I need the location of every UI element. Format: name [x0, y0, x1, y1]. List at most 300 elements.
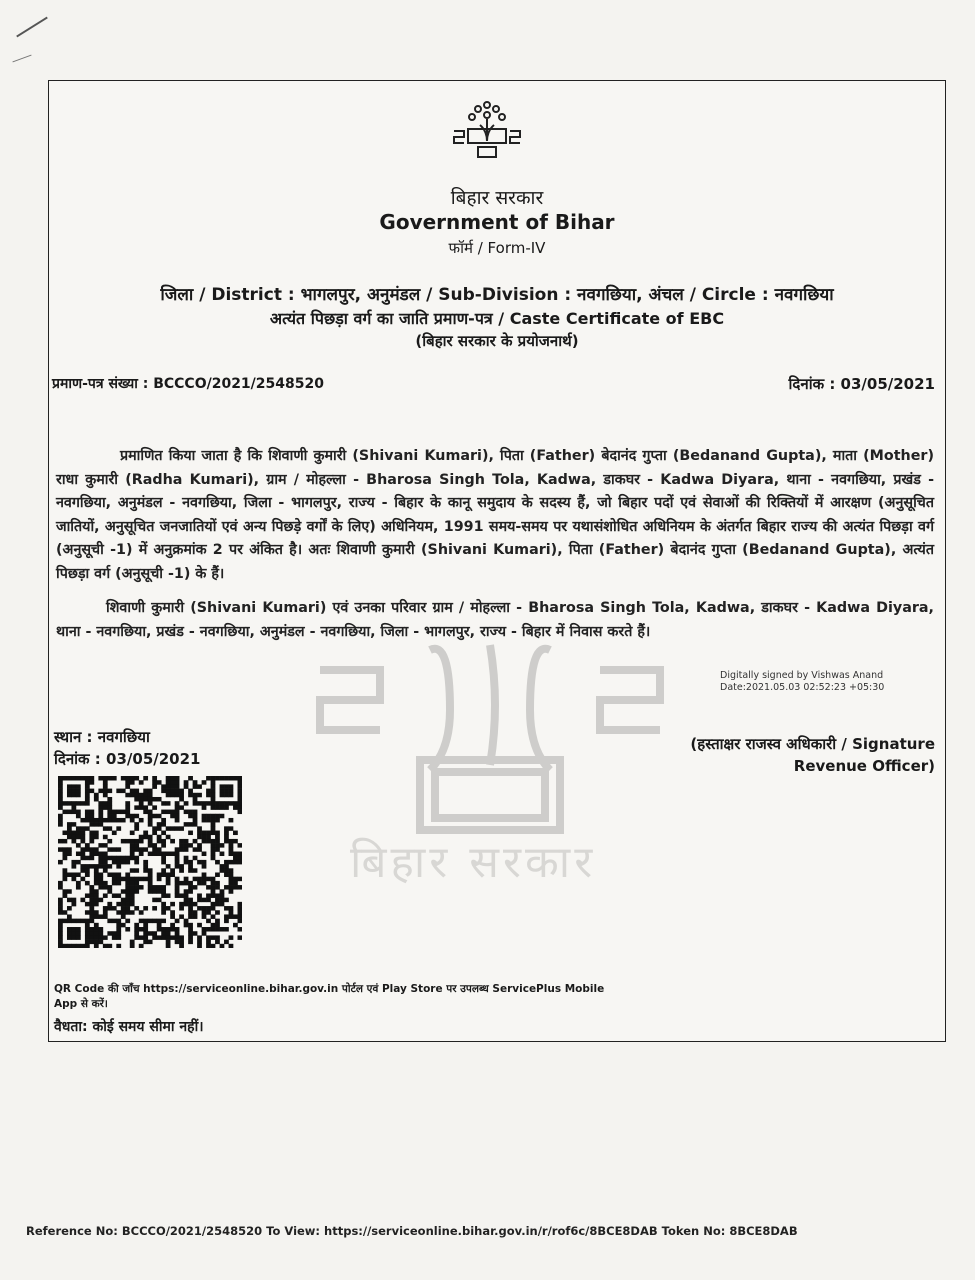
qr-module [89, 906, 94, 911]
qr-module [206, 877, 211, 882]
qr-module [193, 822, 198, 827]
qr-module [58, 814, 63, 819]
qr-module [58, 935, 63, 940]
qr-module [202, 835, 207, 840]
qr-module [161, 927, 166, 932]
qr-module [229, 801, 234, 806]
qr-module [107, 931, 112, 936]
qr-module [184, 860, 189, 865]
qr-module [125, 839, 130, 844]
qr-module [130, 885, 135, 890]
qr-module [193, 810, 198, 815]
qr-module [130, 843, 135, 848]
qr-module [71, 944, 76, 948]
qr-module [161, 810, 166, 815]
qr-module [139, 944, 144, 948]
qr-module [211, 914, 216, 919]
qr-module [112, 814, 117, 819]
qr-module [89, 835, 94, 840]
qr-module [166, 927, 171, 932]
qr-module [197, 893, 202, 898]
qr-module [58, 797, 63, 802]
qr-module [89, 780, 94, 785]
qr-module [103, 935, 108, 940]
qr-module [161, 935, 166, 940]
qr-module [170, 868, 175, 873]
qr-module [184, 881, 189, 886]
qr-module [71, 839, 76, 844]
qr-module [170, 839, 175, 844]
qr-module [76, 885, 81, 890]
qr-module [116, 789, 121, 794]
qr-module [238, 810, 242, 815]
qr-module [134, 881, 139, 886]
qr-module [188, 935, 193, 940]
qr-module [107, 889, 112, 894]
qr-module [98, 801, 103, 806]
qr-module [175, 847, 180, 852]
qr-module [85, 881, 90, 886]
qr-module [94, 923, 99, 928]
qr-module [94, 935, 99, 940]
qr-module [238, 776, 242, 781]
qr-module [125, 877, 130, 882]
qr-module [179, 944, 184, 948]
qr-module [139, 818, 144, 823]
qr-module [179, 914, 184, 919]
qr-module [179, 935, 184, 940]
qr-module [134, 797, 139, 802]
qr-module [62, 872, 67, 877]
qr-module [85, 910, 90, 915]
qr-module [98, 818, 103, 823]
qr-module [188, 885, 193, 890]
qr-module [89, 864, 94, 869]
signature-label-line2: Revenue Officer) [793, 757, 935, 775]
qr-module [197, 831, 202, 836]
qr-module [134, 927, 139, 932]
reference-footer: Reference No: BCCCO/2021/2548520 To View: https://serviceonline.bihar.gov.in/r/rof6c/8BCE8DAB Token No: 8BCE8DAB [26, 1224, 798, 1238]
qr-module [134, 885, 139, 890]
qr-module [125, 776, 130, 781]
qr-module [211, 927, 216, 932]
qr-module [175, 927, 180, 932]
qr-module [197, 944, 202, 948]
qr-module [116, 864, 121, 869]
place-date-block [54, 726, 200, 770]
qr-module [224, 826, 229, 831]
qr-module [211, 805, 216, 810]
qr-module [211, 818, 216, 823]
qr-module [206, 839, 211, 844]
qr-module [197, 860, 202, 865]
qr-module [107, 776, 112, 781]
qr-module [179, 797, 184, 802]
qr-module [233, 852, 238, 857]
qr-module [85, 856, 90, 861]
qr-module [175, 935, 180, 940]
qr-module [67, 906, 72, 911]
qr-module [229, 793, 234, 798]
qr-module [170, 776, 175, 781]
qr-module [80, 835, 85, 840]
qr-module [179, 864, 184, 869]
digital-signature-date: Date:2021.05.03 02:52:23 +05:30 [720, 682, 885, 693]
qr-module [166, 826, 171, 831]
qr-module [76, 843, 81, 848]
qr-module [62, 889, 67, 894]
qr-module [224, 835, 229, 840]
qr-module [193, 910, 198, 915]
digital-signature-block [720, 670, 884, 694]
qr-module [85, 872, 90, 877]
qr-module [175, 784, 180, 789]
qr-module [107, 872, 112, 877]
qr-module [238, 801, 242, 806]
qr-module [89, 885, 94, 890]
qr-module [211, 843, 216, 848]
qr-module [98, 914, 103, 919]
qr-module [170, 927, 175, 932]
qr-module [139, 910, 144, 915]
qr-module [85, 919, 90, 924]
qr-module [94, 889, 99, 894]
qr-module [85, 893, 90, 898]
qr-module [175, 776, 180, 781]
qr-module [197, 898, 202, 903]
qr-module [161, 919, 166, 924]
qr-module [220, 793, 225, 798]
qr-module [161, 931, 166, 936]
qr-module [161, 885, 166, 890]
qr-module [148, 810, 153, 815]
qr-module [157, 877, 162, 882]
qr-module [206, 910, 211, 915]
qr-module [71, 784, 76, 789]
qr-module [206, 801, 211, 806]
qr-module [76, 826, 81, 831]
qr-module [139, 780, 144, 785]
qr-module [175, 801, 180, 806]
qr-module [89, 910, 94, 915]
qr-module [125, 793, 130, 798]
qr-module [89, 931, 94, 936]
qr-module [98, 898, 103, 903]
qr-module [71, 864, 76, 869]
qr-module [202, 780, 207, 785]
qr-module [202, 801, 207, 806]
qr-module [215, 805, 220, 810]
qr-module [107, 818, 112, 823]
qr-module [58, 801, 63, 806]
qr-module [224, 885, 229, 890]
qr-module [125, 885, 130, 890]
qr-module [170, 914, 175, 919]
qr-module [67, 931, 72, 936]
qr-module [179, 940, 184, 945]
qr-module [175, 856, 180, 861]
qr-module [103, 835, 108, 840]
qr-module [148, 877, 153, 882]
qr-module [197, 877, 202, 882]
qr-module [89, 831, 94, 836]
qr-module [103, 885, 108, 890]
qr-module [116, 893, 121, 898]
qr-module [193, 839, 198, 844]
qr-module [175, 780, 180, 785]
qr-module [197, 793, 202, 798]
qr-module [125, 860, 130, 865]
qr-module [76, 835, 81, 840]
qr-module [233, 914, 238, 919]
qr-module [224, 805, 229, 810]
qr-module [89, 856, 94, 861]
qr-module [134, 826, 139, 831]
qr-module [170, 784, 175, 789]
qr-module [188, 822, 193, 827]
qr-module [238, 793, 242, 798]
qr-module [103, 801, 108, 806]
qr-module [76, 860, 81, 865]
qr-module [175, 919, 180, 924]
qr-module [215, 881, 220, 886]
qr-module [130, 831, 135, 836]
qr-module [85, 784, 90, 789]
qr-module [211, 801, 216, 806]
qr-module [220, 864, 225, 869]
qr-module [143, 831, 148, 836]
qr-module [188, 793, 193, 798]
qr-module [121, 889, 126, 894]
qr-module [107, 814, 112, 819]
qr-module [134, 931, 139, 936]
qr-module [89, 919, 94, 924]
qr-module [103, 789, 108, 794]
qr-module [107, 826, 112, 831]
qr-module [67, 944, 72, 948]
qr-module [161, 902, 166, 907]
qr-module [179, 793, 184, 798]
qr-module [193, 931, 198, 936]
qr-code[interactable] [58, 776, 242, 948]
qr-module [238, 885, 242, 890]
qr-module [148, 885, 153, 890]
qr-module [193, 780, 198, 785]
qr-module [71, 919, 76, 924]
qr-module [206, 835, 211, 840]
qr-module [233, 801, 238, 806]
qr-module [175, 889, 180, 894]
qr-module [175, 810, 180, 815]
qr-module [175, 940, 180, 945]
qr-module [80, 818, 85, 823]
qr-module [152, 814, 157, 819]
qr-module [157, 927, 162, 932]
qr-module [143, 868, 148, 873]
qr-module [121, 877, 126, 882]
qr-module [67, 793, 72, 798]
qr-module [76, 931, 81, 936]
qr-module [152, 906, 157, 911]
qr-module [220, 776, 225, 781]
qr-module [85, 826, 90, 831]
qr-module [94, 910, 99, 915]
qr-module [211, 935, 216, 940]
qr-module [193, 818, 198, 823]
qr-module [143, 940, 148, 945]
qr-module [161, 843, 166, 848]
qr-module [215, 935, 220, 940]
qr-module [148, 789, 153, 794]
qr-module [193, 801, 198, 806]
qr-module [238, 780, 242, 785]
qr-module [107, 919, 112, 924]
qr-module [238, 860, 242, 865]
qr-module [103, 826, 108, 831]
qr-module [94, 877, 99, 882]
qr-module [229, 868, 234, 873]
qr-module [229, 818, 234, 823]
qr-module [103, 910, 108, 915]
qr-module [220, 902, 225, 907]
qr-module [188, 910, 193, 915]
qr-module [206, 831, 211, 836]
qr-module [98, 822, 103, 827]
qr-module [175, 793, 180, 798]
qr-module [211, 944, 216, 948]
certificate-purpose: (बिहार सरकार के प्रयोजनार्थ) [415, 332, 579, 350]
qr-module [62, 831, 67, 836]
qr-module [229, 826, 234, 831]
qr-module [148, 843, 153, 848]
qr-module [215, 831, 220, 836]
qr-module [62, 776, 67, 781]
qr-module [220, 784, 225, 789]
qr-module [103, 784, 108, 789]
qr-module [211, 814, 216, 819]
qr-module [184, 839, 189, 844]
qr-module [107, 847, 112, 852]
qr-module [224, 940, 229, 945]
qr-module [166, 881, 171, 886]
qr-module [121, 839, 126, 844]
qr-module [229, 872, 234, 877]
qr-module [67, 831, 72, 836]
qr-module [170, 935, 175, 940]
qr-module [148, 940, 153, 945]
qr-module [143, 860, 148, 865]
qr-module [121, 902, 126, 907]
qr-module [161, 856, 166, 861]
qr-module [58, 822, 63, 827]
qr-module [103, 944, 108, 948]
qr-module [161, 839, 166, 844]
qr-module [166, 931, 171, 936]
qr-module [220, 868, 225, 873]
qr-module [62, 919, 67, 924]
qr-module [211, 877, 216, 882]
qr-module [215, 860, 220, 865]
qr-module [152, 831, 157, 836]
qr-module [238, 789, 242, 794]
qr-module [94, 893, 99, 898]
qr-module [157, 889, 162, 894]
qr-module [175, 852, 180, 857]
qr-module [215, 898, 220, 903]
qr-module [143, 797, 148, 802]
qr-module [224, 872, 229, 877]
qr-module [211, 822, 216, 827]
qr-module [161, 872, 166, 877]
qr-module [224, 793, 229, 798]
qr-module [220, 801, 225, 806]
qr-module [112, 856, 117, 861]
qr-module [103, 914, 108, 919]
qr-module [211, 831, 216, 836]
qr-module [206, 893, 211, 898]
qr-module [202, 852, 207, 857]
watermark-text: बिहार सरकार [350, 837, 597, 888]
qr-module [211, 847, 216, 852]
qr-module [206, 906, 211, 911]
qr-module [107, 839, 112, 844]
qr-module [139, 797, 144, 802]
qr-module [184, 843, 189, 848]
qr-module [143, 877, 148, 882]
qr-module [170, 910, 175, 915]
qr-module [112, 776, 117, 781]
qr-module [67, 872, 72, 877]
qr-module [188, 868, 193, 873]
qr-module [184, 780, 189, 785]
qr-module [58, 906, 63, 911]
qr-module [103, 860, 108, 865]
qr-module [170, 826, 175, 831]
digital-signature-signer: Digitally signed by Vishwas Anand [720, 670, 884, 681]
qr-module [193, 877, 198, 882]
issue-date: दिनांक : 03/05/2021 [788, 375, 935, 393]
qr-module [103, 864, 108, 869]
qr-module [98, 927, 103, 932]
qr-module [125, 889, 130, 894]
qr-module [134, 789, 139, 794]
qr-module [94, 835, 99, 840]
qr-module [188, 864, 193, 869]
qr-module [229, 860, 234, 865]
qr-module [166, 780, 171, 785]
qr-module [67, 822, 72, 827]
qr-module [157, 839, 162, 844]
qr-module [143, 931, 148, 936]
qr-module [161, 889, 166, 894]
qr-module [76, 793, 81, 798]
qr-module [229, 906, 234, 911]
qr-module [130, 889, 135, 894]
qr-module [175, 877, 180, 882]
qr-module [211, 780, 216, 785]
qr-module [76, 789, 81, 794]
qr-module [130, 847, 135, 852]
qr-module [157, 835, 162, 840]
qr-module [112, 906, 117, 911]
qr-module [238, 919, 242, 924]
qr-module [125, 780, 130, 785]
qr-module [121, 856, 126, 861]
qr-module [107, 789, 112, 794]
qr-module [62, 810, 67, 815]
qr-module [148, 881, 153, 886]
qr-module [211, 852, 216, 857]
